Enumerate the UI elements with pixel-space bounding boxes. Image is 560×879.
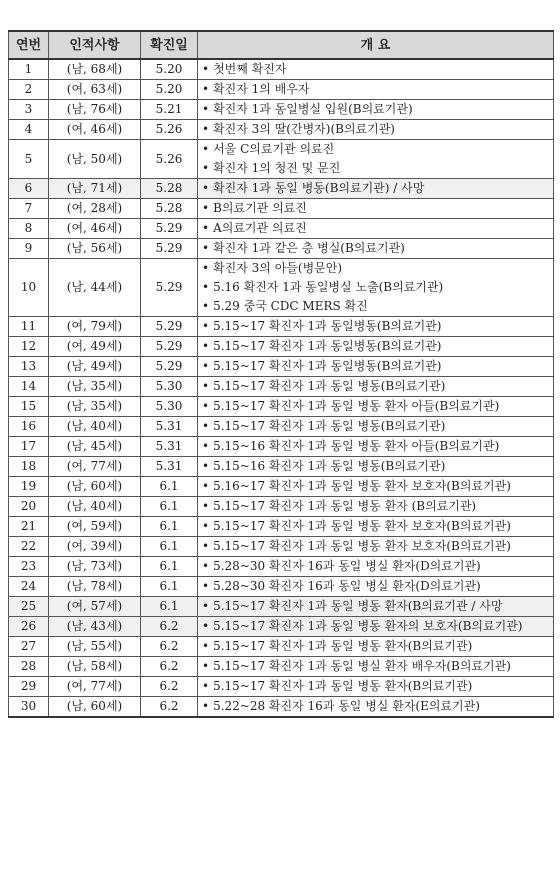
case-number: 27 [9,637,49,657]
case-summary [198,697,554,718]
case-number: 12 [9,337,49,357]
case-confirmed-date: 6.1 [141,597,198,617]
summary-line: • 5.15~16 확진자 1과 동일 병동 환자 아들(B의료기관) [202,437,550,456]
table-row [9,577,554,597]
table-row [9,80,554,100]
table-row [9,397,554,417]
table-row [9,100,554,120]
summary-line: • 5.15~17 확진자 1과 동일 병동 환자(B의료기관) [202,677,550,696]
case-confirmed-date: 5.29 [141,219,198,239]
case-number: 6 [9,179,49,199]
case-personal-info: (남, 50세) [49,140,141,179]
case-personal-info: (남, 40세) [49,497,141,517]
case-confirmed-date: 6.1 [141,497,198,517]
summary-line: • 5.15~17 확진자 1과 동일 병실 환자 배우자(B의료기관) [202,657,550,676]
case-confirmed-date: 6.1 [141,517,198,537]
case-number: 5 [9,140,49,179]
case-personal-info: (남, 73세) [49,557,141,577]
case-number: 10 [9,259,49,317]
case-summary [198,637,554,657]
table-row [9,259,554,317]
case-confirmed-date: 5.30 [141,397,198,417]
table-header-row [9,31,554,59]
case-confirmed-date: 5.28 [141,199,198,219]
case-summary [198,80,554,100]
summary-line: • 확진자 1과 같은 층 병실(B의료기관) [202,239,550,258]
case-personal-info: (여, 59세) [49,517,141,537]
summary-line: • B의료기관 의료진 [202,199,550,218]
case-confirmed-date: 5.26 [141,140,198,179]
case-summary [198,497,554,517]
summary-line: • 확진자 3의 딸(간병자)(B의료기관) [202,120,550,139]
case-personal-info: (여, 46세) [49,120,141,140]
table-row [9,477,554,497]
case-number: 17 [9,437,49,457]
case-personal-info: (여, 77세) [49,677,141,697]
case-confirmed-date: 6.1 [141,477,198,497]
case-confirmed-date: 5.31 [141,437,198,457]
case-personal-info: (남, 68세) [49,59,141,80]
case-number: 15 [9,397,49,417]
case-number: 16 [9,417,49,437]
summary-line: • 5.28~30 확진자 16과 동일 병실 환자(D의료기관) [202,577,550,596]
case-number: 1 [9,59,49,80]
case-number: 19 [9,477,49,497]
case-summary [198,199,554,219]
summary-line: • 5.16~17 확진자 1과 동일 병동 환자 보호자(B의료기관) [202,477,550,496]
summary-line: • 확진자 3의 아들(병문안) [202,259,550,278]
table-row [9,140,554,179]
case-summary [198,397,554,417]
case-confirmed-date: 5.20 [141,80,198,100]
case-confirmed-date: 5.29 [141,317,198,337]
case-personal-info: (여, 49세) [49,337,141,357]
case-number: 8 [9,219,49,239]
case-summary [198,337,554,357]
header-number: 연번 [9,31,49,59]
table-row [9,377,554,397]
summary-line: • 5.15~17 확진자 1과 동일 병동(B의료기관) [202,377,550,396]
table-row [9,120,554,140]
table-row [9,357,554,377]
table-row [9,537,554,557]
summary-line: • 5.15~17 확진자 1과 동일 병동 환자 (B의료기관) [202,497,550,516]
case-confirmed-date: 5.30 [141,377,198,397]
case-confirmed-date: 5.26 [141,120,198,140]
case-personal-info: (여, 57세) [49,597,141,617]
case-summary [198,677,554,697]
summary-line: • 5.15~17 확진자 1과 동일병동(B의료기관) [202,317,550,336]
case-personal-info: (여, 46세) [49,219,141,239]
case-number: 25 [9,597,49,617]
case-number: 3 [9,100,49,120]
summary-line: • 5.15~17 확진자 1과 동일 병동(B의료기관) [202,417,550,436]
case-summary [198,100,554,120]
summary-line: • 5.15~17 확진자 1과 동일병동(B의료기관) [202,357,550,376]
summary-line: • 5.16 확진자 1과 동일병실 노출(B의료기관) [202,278,550,297]
case-confirmed-date: 6.1 [141,537,198,557]
table-row [9,317,554,337]
table-row [9,59,554,80]
case-summary [198,477,554,497]
table-row [9,697,554,718]
case-personal-info: (남, 44세) [49,259,141,317]
confirmed-cases-table [8,30,554,718]
summary-line: • 5.28~30 확진자 16과 동일 병실 환자(D의료기관) [202,557,550,576]
case-confirmed-date: 6.2 [141,677,198,697]
table-row [9,417,554,437]
summary-line: • 5.15~16 확진자 1과 동일 병동(B의료기관) [202,457,550,476]
case-number: 13 [9,357,49,377]
case-confirmed-date: 6.1 [141,577,198,597]
case-summary [198,259,554,317]
table-row [9,657,554,677]
case-summary [198,377,554,397]
summary-line: • 5.15~17 확진자 1과 동일 병동 환자 아들(B의료기관) [202,397,550,416]
case-personal-info: (남, 55세) [49,637,141,657]
table-row [9,597,554,617]
summary-line: • 5.15~17 확진자 1과 동일 병동 환자(B의료기관) [202,637,550,656]
case-summary [198,179,554,199]
case-number: 29 [9,677,49,697]
case-summary [198,517,554,537]
case-personal-info: (남, 45세) [49,437,141,457]
case-summary [198,357,554,377]
case-personal-info: (남, 78세) [49,577,141,597]
table-row [9,677,554,697]
table-row [9,199,554,219]
case-number: 18 [9,457,49,477]
table-row [9,437,554,457]
case-summary [198,219,554,239]
case-personal-info: (여, 63세) [49,80,141,100]
summary-line: • 확진자 1과 동일병실 입원(B의료기관) [202,100,550,119]
header-confirmed-date: 확진일 [141,31,198,59]
summary-line: • 5.15~17 확진자 1과 동일 병동 환자(B의료기관 / 사망 [202,597,550,616]
case-confirmed-date: 5.31 [141,417,198,437]
case-number: 4 [9,120,49,140]
case-personal-info: (남, 58세) [49,657,141,677]
summary-line: • 5.22~28 확진자 16과 동일 병실 환자(E의료기관) [202,697,550,716]
table-row [9,179,554,199]
case-personal-info: (남, 43세) [49,617,141,637]
case-personal-info: (여, 39세) [49,537,141,557]
table-row [9,637,554,657]
summary-line: • 5.15~17 확진자 1과 동일 병동 환자의 보호자(B의료기관) [202,617,550,636]
case-number: 7 [9,199,49,219]
case-personal-info: (남, 35세) [49,377,141,397]
case-summary [198,59,554,80]
summary-line: • 확진자 1의 배우자 [202,80,550,99]
confirmed-cases-table-container [8,30,553,718]
case-confirmed-date: 6.2 [141,697,198,718]
summary-line: • 5.29 중국 CDC MERS 확진 [202,297,550,316]
summary-line: • 첫번째 확진자 [202,60,550,79]
case-number: 20 [9,497,49,517]
case-confirmed-date: 5.29 [141,337,198,357]
summary-line: • 5.15~17 확진자 1과 동일 병동 환자 보호자(B의료기관) [202,517,550,536]
case-confirmed-date: 5.29 [141,357,198,377]
summary-line: • 5.15~17 확진자 1과 동일병동(B의료기관) [202,337,550,356]
case-confirmed-date: 5.31 [141,457,198,477]
case-summary [198,597,554,617]
case-personal-info: (남, 40세) [49,417,141,437]
summary-line: • 확진자 1과 동일 병동(B의료기관) / 사망 [202,179,550,198]
case-summary [198,577,554,597]
table-row [9,457,554,477]
case-number: 26 [9,617,49,637]
case-summary [198,317,554,337]
case-confirmed-date: 5.29 [141,239,198,259]
case-personal-info: (여, 77세) [49,457,141,477]
case-summary [198,120,554,140]
case-confirmed-date: 5.28 [141,179,198,199]
case-summary [198,657,554,677]
table-row [9,517,554,537]
case-summary [198,437,554,457]
summary-line: • 확진자 1의 청진 및 문진 [202,159,550,178]
case-summary [198,417,554,437]
case-number: 30 [9,697,49,718]
case-personal-info: (여, 79세) [49,317,141,337]
case-number: 2 [9,80,49,100]
header-personal-info: 인적사항 [49,31,141,59]
summary-line: • 5.15~17 확진자 1과 동일 병동 환자 보호자(B의료기관) [202,537,550,556]
case-confirmed-date: 6.2 [141,637,198,657]
case-confirmed-date: 6.2 [141,617,198,637]
table-row [9,617,554,637]
case-confirmed-date: 6.2 [141,657,198,677]
table-row [9,337,554,357]
table-row [9,497,554,517]
case-personal-info: (남, 49세) [49,357,141,377]
case-confirmed-date: 6.1 [141,557,198,577]
case-personal-info: (여, 28세) [49,199,141,219]
case-number: 14 [9,377,49,397]
case-personal-info: (남, 60세) [49,477,141,497]
header-summary: 개 요 [198,31,554,59]
case-number: 22 [9,537,49,557]
case-summary [198,617,554,637]
case-confirmed-date: 5.29 [141,259,198,317]
table-row [9,219,554,239]
case-number: 28 [9,657,49,677]
case-summary [198,140,554,179]
case-confirmed-date: 5.21 [141,100,198,120]
table-row [9,239,554,259]
summary-line: • 서울 C의료기관 의료진 [202,140,550,159]
case-summary [198,557,554,577]
case-personal-info: (남, 35세) [49,397,141,417]
table-row [9,557,554,577]
case-number: 23 [9,557,49,577]
case-number: 24 [9,577,49,597]
case-number: 11 [9,317,49,337]
case-number: 9 [9,239,49,259]
case-summary [198,239,554,259]
case-personal-info: (남, 56세) [49,239,141,259]
case-personal-info: (남, 60세) [49,697,141,718]
case-personal-info: (남, 71세) [49,179,141,199]
case-summary [198,537,554,557]
case-confirmed-date: 5.20 [141,59,198,80]
case-personal-info: (남, 76세) [49,100,141,120]
case-number: 21 [9,517,49,537]
case-summary [198,457,554,477]
summary-line: • A의료기관 의료진 [202,219,550,238]
